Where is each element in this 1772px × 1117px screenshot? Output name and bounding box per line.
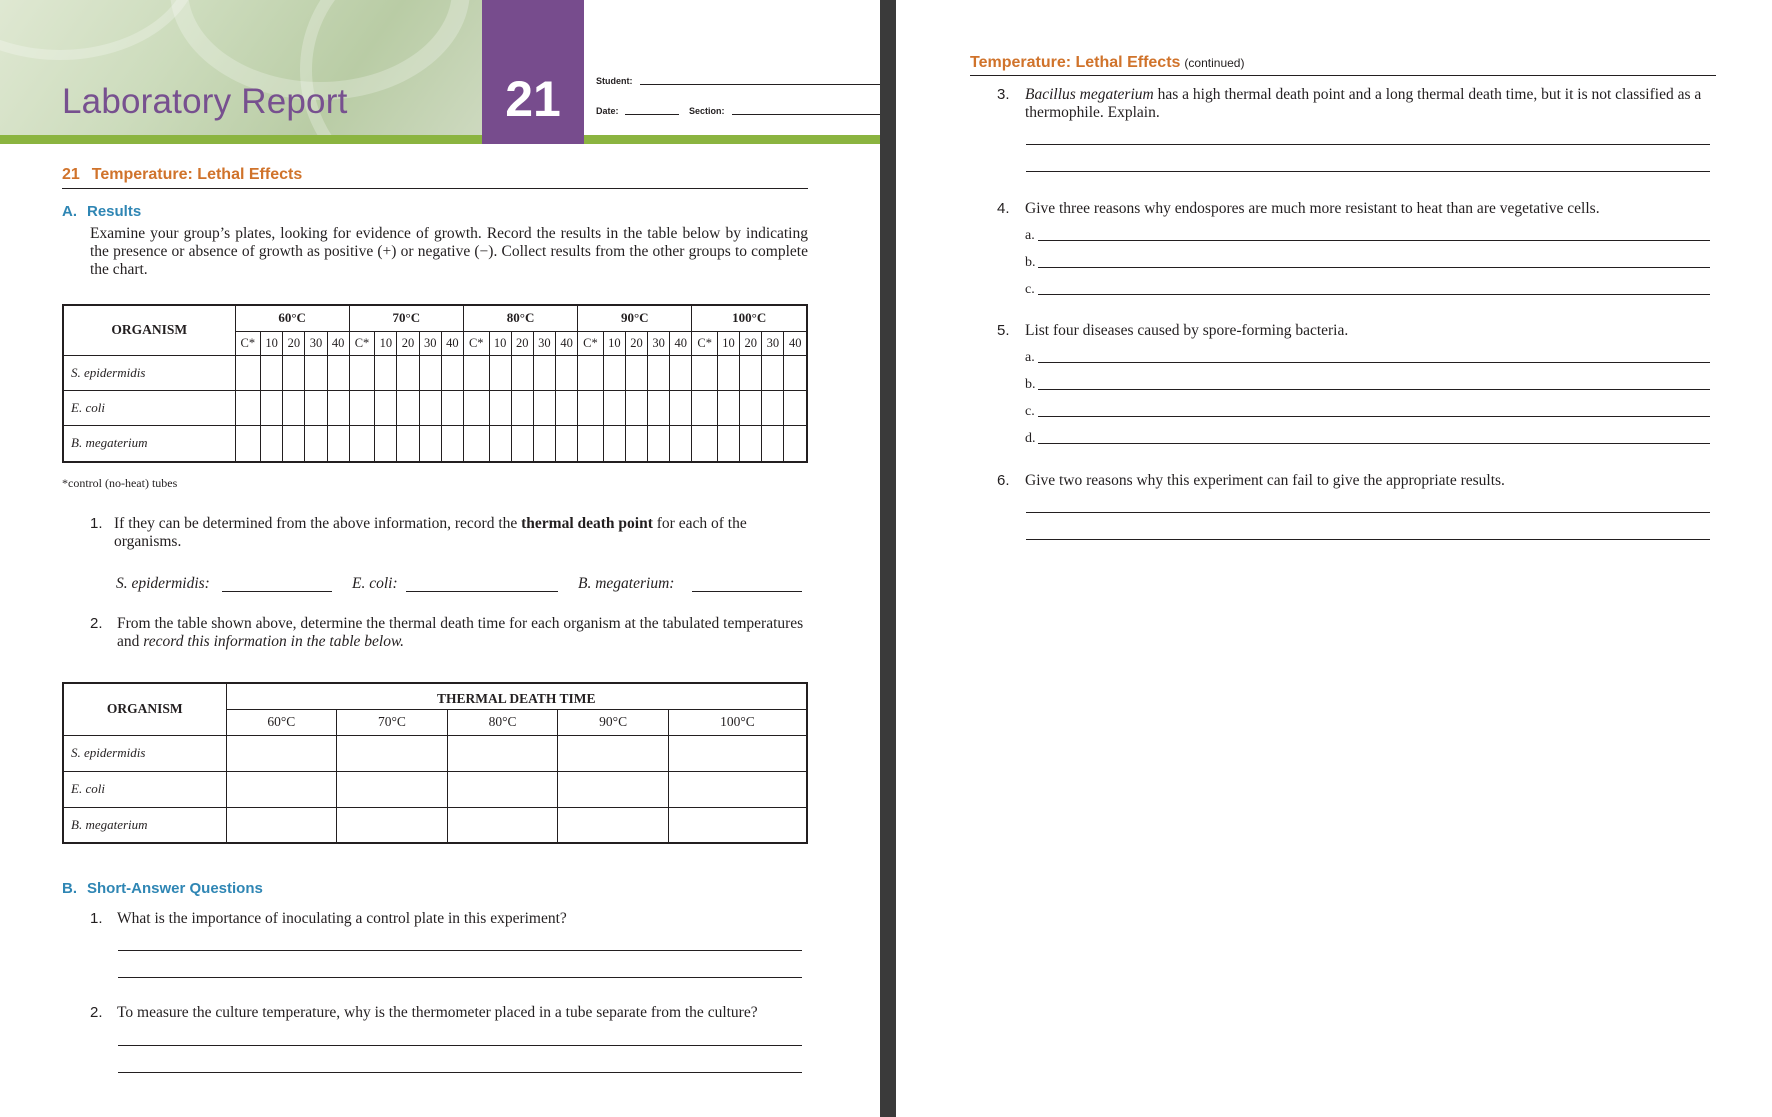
item-label-a: a. (1025, 350, 1035, 365)
question-a2 (90, 615, 808, 655)
question-text-part: From the table shown above, determine the thermal death time for each organism at the tabulated temperatures and (117, 615, 804, 650)
temperature-header: 100°C (668, 709, 807, 735)
temperature-header: 80°C (447, 709, 558, 735)
time-subheader: C* (578, 331, 604, 355)
item-label-b: b. (1025, 255, 1036, 270)
growth-result-cell[interactable] (261, 390, 283, 425)
table-row (63, 390, 807, 425)
death-time-cell[interactable] (668, 771, 807, 807)
growth-result-cell[interactable] (349, 355, 375, 390)
question-text (117, 615, 808, 651)
question-text: List four diseases caused by spore-forming bacteria. (1025, 322, 1349, 339)
growth-result-cell[interactable] (556, 425, 578, 462)
question-number: 2. (90, 1004, 103, 1021)
time-subheader: 20 (625, 331, 647, 355)
section-a-heading (62, 203, 141, 220)
section-a-title: Results (87, 203, 142, 220)
time-subheader: C* (692, 331, 718, 355)
item-label-d: d. (1025, 431, 1036, 446)
section-b-heading (62, 880, 263, 897)
growth-result-cell[interactable] (556, 390, 578, 425)
table-row (63, 807, 807, 843)
answer-label-e-coli: E. coli: (352, 575, 398, 592)
question-text-part: If they can be determined from the above information, record the (114, 515, 522, 532)
answer-line[interactable] (118, 1045, 802, 1046)
organism-name: Bacillus megaterium (1025, 86, 1154, 103)
time-subheader: C* (463, 331, 489, 355)
section-b-title: Short-Answer Questions (87, 880, 263, 897)
growth-result-cell[interactable] (327, 355, 349, 390)
question-b2 (90, 1004, 830, 1024)
growth-result-cell[interactable] (261, 425, 283, 462)
growth-result-cell[interactable] (670, 355, 692, 390)
temperature-header: 80°C (463, 305, 577, 331)
answer-line-c[interactable] (1038, 294, 1710, 295)
answer-line-d[interactable] (1038, 443, 1710, 444)
left-page (0, 0, 880, 1117)
growth-result-cell[interactable] (717, 390, 739, 425)
answer-line[interactable] (1026, 539, 1710, 540)
time-subheader: 10 (603, 331, 625, 355)
date-label: Date: (596, 106, 619, 116)
growth-result-cell[interactable] (603, 425, 625, 462)
time-subheader: 30 (419, 331, 441, 355)
question-a1 (90, 515, 808, 555)
section-label: Section: (689, 106, 725, 116)
organism-name: S. epidermidis (63, 735, 226, 771)
answer-line-a[interactable] (1038, 362, 1710, 363)
student-field[interactable] (640, 84, 880, 85)
answer-line[interactable] (118, 977, 802, 978)
student-label: Student: (596, 76, 633, 86)
growth-result-cell[interactable] (740, 390, 762, 425)
growth-result-cell[interactable] (762, 425, 784, 462)
time-subheader: 40 (784, 331, 807, 355)
growth-result-cell[interactable] (670, 390, 692, 425)
answer-blank-e-coli[interactable] (406, 591, 558, 592)
growth-result-cell[interactable] (441, 425, 463, 462)
growth-result-cell[interactable] (762, 355, 784, 390)
answer-line[interactable] (1026, 144, 1710, 145)
growth-result-cell[interactable] (463, 425, 489, 462)
temperature-header: 70°C (349, 305, 463, 331)
growth-result-cell[interactable] (784, 390, 807, 425)
growth-result-cell[interactable] (283, 425, 305, 462)
growth-result-cell[interactable] (305, 425, 327, 462)
growth-result-cell[interactable] (235, 355, 261, 390)
exercise-number-badge: 21 (482, 0, 584, 144)
question-3 (997, 86, 1716, 126)
question-number: 1. (90, 910, 103, 927)
growth-result-cell[interactable] (648, 355, 670, 390)
growth-result-cell[interactable] (578, 425, 604, 462)
growth-result-cell[interactable] (397, 425, 419, 462)
results-table (62, 304, 808, 463)
time-subheader: 40 (441, 331, 463, 355)
death-time-cell[interactable] (558, 807, 669, 843)
answer-label-b-megaterium: B. megaterium: (578, 575, 675, 592)
time-subheader: 30 (648, 331, 670, 355)
death-time-cell[interactable] (337, 807, 448, 843)
growth-result-cell[interactable] (349, 390, 375, 425)
organism-name: S. epidermidis (63, 355, 235, 390)
growth-result-cell[interactable] (489, 390, 511, 425)
answer-line-b[interactable] (1038, 267, 1710, 268)
time-subheader: C* (349, 331, 375, 355)
answer-line[interactable] (118, 950, 802, 951)
growth-result-cell[interactable] (419, 390, 441, 425)
answer-line-a[interactable] (1038, 240, 1710, 241)
question-text (114, 515, 808, 551)
growth-result-cell[interactable] (463, 355, 489, 390)
question-5 (997, 322, 1716, 342)
growth-result-cell[interactable] (625, 390, 647, 425)
table-row (63, 355, 807, 390)
answer-blank-b-megaterium[interactable] (692, 591, 802, 592)
green-rule-right (584, 135, 880, 144)
item-label-b: b. (1025, 377, 1036, 392)
time-subheader: C* (235, 331, 261, 355)
time-subheader: 40 (670, 331, 692, 355)
death-time-cell[interactable] (226, 771, 337, 807)
section-field[interactable] (732, 114, 880, 115)
growth-result-cell[interactable] (692, 425, 718, 462)
chapter-rule (62, 188, 808, 189)
growth-result-cell[interactable] (603, 390, 625, 425)
growth-result-cell[interactable] (419, 355, 441, 390)
question-b1 (90, 910, 808, 930)
question-text (1025, 86, 1716, 122)
section-a-letter: A. (62, 203, 77, 220)
death-time-cell[interactable] (447, 771, 558, 807)
section-a-instructions: Examine your group’s plates, looking for evidence of growth. Record the results in the table below by indicating the presence or absence of growth as positive (+) or negative (−). Collect results from the other groups to complete the chart. (90, 225, 808, 278)
death-time-cell[interactable] (668, 807, 807, 843)
growth-result-cell[interactable] (717, 425, 739, 462)
heading-rule (970, 75, 1716, 76)
growth-result-cell[interactable] (375, 355, 397, 390)
answer-label-s-epidermidis: S. epidermidis: (116, 575, 210, 592)
growth-result-cell[interactable] (533, 355, 555, 390)
growth-result-cell[interactable] (511, 425, 533, 462)
growth-result-cell[interactable] (441, 355, 463, 390)
question-text: Give three reasons why endospores are much more resistant to heat than are vegetative cells. (1025, 200, 1600, 217)
growth-result-cell[interactable] (511, 355, 533, 390)
question-6 (997, 472, 1716, 492)
organism-name: B. megaterium (63, 807, 226, 843)
question-number: 2. (90, 615, 103, 632)
organism-name: E. coli (63, 390, 235, 425)
question-text: To measure the culture temperature, why is the thermometer placed in a tube separate from the culture? (117, 1004, 758, 1021)
growth-result-cell[interactable] (261, 355, 283, 390)
growth-result-cell[interactable] (419, 425, 441, 462)
growth-result-cell[interactable] (625, 425, 647, 462)
question-number: 3. (997, 86, 1010, 103)
temperature-header: 90°C (558, 709, 669, 735)
question-4 (997, 200, 1716, 220)
page-gutter (880, 0, 896, 1117)
answer-line[interactable] (1026, 171, 1710, 172)
growth-result-cell[interactable] (327, 390, 349, 425)
time-subheader: 30 (533, 331, 555, 355)
thermal-death-point-answers (116, 575, 806, 597)
growth-result-cell[interactable] (489, 425, 511, 462)
item-label-c: c. (1025, 282, 1035, 297)
organism-name: B. megaterium (63, 425, 235, 462)
continued-label: (continued) (1184, 56, 1245, 70)
answer-line[interactable] (1026, 512, 1710, 513)
control-footnote: *control (no-heat) tubes (62, 476, 178, 490)
answer-line-b[interactable] (1038, 389, 1710, 390)
growth-result-cell[interactable] (283, 355, 305, 390)
thermal-death-time-header: THERMAL DEATH TIME (226, 683, 807, 709)
growth-result-cell[interactable] (305, 390, 327, 425)
time-subheader: 30 (762, 331, 784, 355)
growth-result-cell[interactable] (397, 390, 419, 425)
death-time-cell[interactable] (337, 735, 448, 771)
question-text: What is the importance of inoculating a control plate in this experiment? (117, 910, 567, 927)
continued-heading (970, 54, 1244, 72)
growth-result-cell[interactable] (533, 390, 555, 425)
question-number: 4. (997, 200, 1010, 217)
question-number: 5. (997, 322, 1010, 339)
thermal-death-time-table (62, 682, 808, 844)
time-subheader: 40 (327, 331, 349, 355)
organism-name: E. coli (63, 771, 226, 807)
thermal-death-point-term: thermal death point (521, 515, 653, 532)
question-text-part: for each of the organisms. (114, 515, 747, 550)
time-subheader: 20 (511, 331, 533, 355)
question-text-part: has a high thermal death point and a long thermal death time, but it is not classified as a thermophile. Explain. (1025, 86, 1702, 121)
item-label-a: a. (1025, 228, 1035, 243)
death-time-cell[interactable] (226, 735, 337, 771)
table-row (63, 425, 807, 462)
banner-title: Laboratory Report (62, 82, 348, 121)
continued-title: Temperature: Lethal Effects (970, 54, 1181, 71)
death-time-cell[interactable] (558, 735, 669, 771)
growth-result-cell[interactable] (283, 390, 305, 425)
growth-result-cell[interactable] (397, 355, 419, 390)
growth-result-cell[interactable] (692, 390, 718, 425)
growth-result-cell[interactable] (762, 390, 784, 425)
growth-result-cell[interactable] (717, 355, 739, 390)
growth-result-cell[interactable] (463, 390, 489, 425)
time-subheader: 10 (375, 331, 397, 355)
growth-result-cell[interactable] (603, 355, 625, 390)
question-text: Give two reasons why this experiment can fail to give the appropriate results. (1025, 472, 1505, 489)
organism-column-header: ORGANISM (63, 683, 226, 735)
answer-blank-s-epidermidis[interactable] (222, 591, 332, 592)
chapter-number: 21 (62, 166, 80, 183)
death-time-cell[interactable] (226, 807, 337, 843)
growth-result-cell[interactable] (556, 355, 578, 390)
growth-result-cell[interactable] (670, 425, 692, 462)
growth-result-cell[interactable] (533, 425, 555, 462)
date-field[interactable] (625, 114, 679, 115)
growth-result-cell[interactable] (441, 390, 463, 425)
death-time-cell[interactable] (558, 771, 669, 807)
growth-result-cell[interactable] (305, 355, 327, 390)
temperature-header: 100°C (692, 305, 807, 331)
right-page (896, 0, 1772, 1117)
death-time-cell[interactable] (447, 735, 558, 771)
growth-result-cell[interactable] (327, 425, 349, 462)
death-time-cell[interactable] (337, 771, 448, 807)
temperature-header: 90°C (578, 305, 692, 331)
growth-result-cell[interactable] (375, 425, 397, 462)
growth-result-cell[interactable] (784, 425, 807, 462)
answer-line[interactable] (118, 1072, 802, 1073)
chapter-heading (62, 166, 302, 184)
time-subheader: 10 (261, 331, 283, 355)
time-subheader: 10 (717, 331, 739, 355)
death-time-cell[interactable] (447, 807, 558, 843)
time-subheader: 10 (489, 331, 511, 355)
growth-result-cell[interactable] (692, 355, 718, 390)
organism-column-header: ORGANISM (63, 305, 235, 355)
question-number: 1. (90, 515, 103, 532)
time-subheader: 20 (740, 331, 762, 355)
question-number: 6. (997, 472, 1010, 489)
growth-result-cell[interactable] (648, 425, 670, 462)
growth-result-cell[interactable] (578, 355, 604, 390)
time-subheader: 30 (305, 331, 327, 355)
growth-result-cell[interactable] (489, 355, 511, 390)
growth-result-cell[interactable] (511, 390, 533, 425)
item-label-c: c. (1025, 404, 1035, 419)
chapter-title: Temperature: Lethal Effects (91, 166, 303, 183)
growth-result-cell[interactable] (578, 390, 604, 425)
growth-result-cell[interactable] (349, 425, 375, 462)
growth-result-cell[interactable] (740, 425, 762, 462)
section-b-letter: B. (62, 880, 77, 897)
growth-result-cell[interactable] (375, 390, 397, 425)
header-banner (0, 0, 482, 135)
table-row (63, 771, 807, 807)
temperature-header: 60°C (235, 305, 349, 331)
growth-result-cell[interactable] (740, 355, 762, 390)
question-text-emphasis: record this information in the table below. (143, 633, 405, 650)
time-subheader: 40 (556, 331, 578, 355)
answer-line-c[interactable] (1038, 416, 1710, 417)
temperature-header: 70°C (337, 709, 448, 735)
growth-result-cell[interactable] (784, 355, 807, 390)
growth-result-cell[interactable] (235, 425, 261, 462)
table-row (63, 735, 807, 771)
growth-result-cell[interactable] (235, 390, 261, 425)
death-time-cell[interactable] (668, 735, 807, 771)
temperature-header: 60°C (226, 709, 337, 735)
time-subheader: 20 (283, 331, 305, 355)
growth-result-cell[interactable] (625, 355, 647, 390)
time-subheader: 20 (397, 331, 419, 355)
growth-result-cell[interactable] (648, 390, 670, 425)
